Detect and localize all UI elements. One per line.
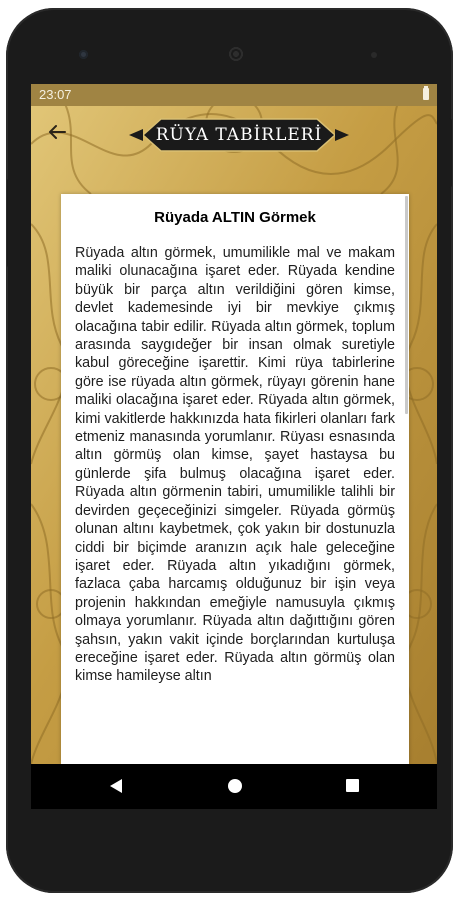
front-camera xyxy=(79,50,88,59)
page-title: RÜYA TABİRLERİ xyxy=(155,125,323,145)
navigation-bar xyxy=(31,764,437,809)
power-button xyxy=(445,118,452,188)
battery-icon xyxy=(423,88,429,100)
status-bar xyxy=(31,84,437,106)
scrollbar[interactable] xyxy=(405,196,408,414)
article-body: Rüyada altın görmek, umumilikle mal ve makam maliki olunacağına işaret eder. Rüyada kendine büyük bir parça altın verildiğini gören kimse, devlet kademesinde iyi bir mevkiye çıkmış olacağına tabir edilir. Rüyada altın görmek, toplum arasında saygıdeğer bir insan olmak suretiyle kabul göreceğine işarettir. Kimi rüya tabirlerine göre ise rüyada altın görmek, rüyayı görenin hane maliki olacağına işaret eder. Rüyada altın görmek, kimi vakitlerde hakkınızda hata fikirleri olanları fark etmeniz manasında yorumlanır. Rüyası esnasında altın görmüş olan kimse, şayet hastaysa bu günlerde şifa bulmuş olacağına işaret eder. Rüyada altın görmenin tabiri, umumilikle talihli bir devirden geçeceğinizi simgeler. Rüyada görmüş olunan altını kaybetmek, çok yakın bir dostunuzla ciddi bir biçimde aranızın açık hale geleceğine işaret eder. Rüyada altın yıkadığını görmek, fazlaca çaba harcamış olduğunuz bir işin veya projenin hakkından emeğiyle namusuyla çıkmış olmaya yorumlanır. Rüyada altın dağıttığını gören şahsın, yakın vakit içinde borçlarından kurtuluşa ereceğine işaret eder. Rüyada altın görmüş olan kimse hamileyse altın xyxy=(75,245,395,685)
triangle-back-icon[interactable] xyxy=(109,778,123,794)
circle-home-icon[interactable] xyxy=(228,779,242,793)
content-card[interactable] xyxy=(61,194,409,764)
earpiece-speaker xyxy=(226,44,246,64)
square-recents-icon[interactable] xyxy=(346,779,359,792)
phone-frame xyxy=(6,8,453,893)
arrow-left-icon[interactable] xyxy=(43,118,71,146)
article-title: Rüyada ALTIN Görmek xyxy=(154,209,316,226)
proximity-sensor xyxy=(371,52,377,58)
app-screen xyxy=(31,84,437,809)
status-time: 23:07 xyxy=(39,87,72,102)
volume-button xyxy=(7,178,13,268)
